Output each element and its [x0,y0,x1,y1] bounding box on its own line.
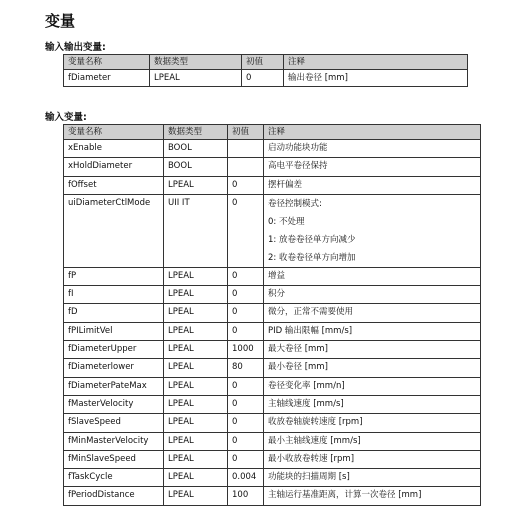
table-row [64,304,481,322]
cell-init: 0 [228,194,264,267]
cell-comment: 主轴运行基准距离，计算一次卷径 [mm] [264,487,481,505]
comment-line: 2: 收卷卷径单方向增加 [268,252,356,263]
cell-type: LPEAL [164,286,228,304]
cell-name: fDiameterUpper [64,341,164,359]
cell-init: 0 [228,432,264,450]
cell-init: 0 [228,377,264,395]
cell-name: fOffset [64,176,164,194]
cell-type: LPEAL [150,70,242,87]
table-row [64,176,481,194]
cell-comment: PID 输出限幅 [mm/s] [264,322,481,340]
table-row [64,414,481,432]
cell-init [228,140,264,158]
cell-init: 0.004 [228,469,264,487]
cell-name: fDiameterPateMax [64,377,164,395]
cell-name: fMinSlaveSpeed [64,450,164,468]
header-comment: 注释 [284,55,468,70]
cell-name: fPILimitVel [64,322,164,340]
cell-comment: 高电平卷径保持 [264,158,481,176]
cell-init: 0 [228,414,264,432]
cell-comment: 主轴线速度 [mm/s] [264,395,481,413]
table-row [64,194,481,267]
cell-init: 0 [228,176,264,194]
cell-name: fI [64,286,164,304]
table-row [64,158,481,176]
cell-init: 1000 [228,341,264,359]
page-title: 变量 [45,12,76,30]
cell-name: fMasterVelocity [64,395,164,413]
cell-comment: 积分 [264,286,481,304]
header-init: 初值 [228,125,264,140]
cell-comment: 最小收放卷转速 [rpm] [264,450,481,468]
cell-type: LPEAL [164,395,228,413]
cell-comment: 摆杆偏差 [264,176,481,194]
cell-init: 80 [228,359,264,377]
cell-name: xHoldDiameter [64,158,164,176]
cell-init: 0 [228,322,264,340]
comment-line: 0: 不处理 [268,216,305,227]
cell-init: 0 [228,267,264,285]
cell-comment: 最小卷径 [mm] [264,359,481,377]
header-type: 数据类型 [150,55,242,70]
cell-name: fDiameterlower [64,359,164,377]
input-section-label: 输入变量: [45,112,87,123]
table-row [64,267,481,285]
table-row [64,322,481,340]
cell-name: fMinMasterVelocity [64,432,164,450]
table-row [64,341,481,359]
cell-name: fDiameter [64,70,150,87]
table-row [64,286,481,304]
table-row [64,140,481,158]
io-section-label: 输入输出变量: [45,42,106,53]
cell-name: fP [64,267,164,285]
cell-init [228,158,264,176]
cell-init: 0 [228,450,264,468]
io-variables-table [63,54,468,87]
cell-comment: 功能块的扫描周期 [s] [264,469,481,487]
cell-comment: 卷径变化率 [mm/n] [264,377,481,395]
header-init: 初值 [242,55,284,70]
cell-name: fTaskCycle [64,469,164,487]
cell-type: LPEAL [164,176,228,194]
table-row [64,377,481,395]
cell-type: UII IT [164,194,228,267]
cell-init: 100 [228,487,264,505]
cell-type: BOOL [164,140,228,158]
cell-init: 0 [242,70,284,87]
cell-type: LPEAL [164,487,228,505]
cell-name: fPeriodDistance [64,487,164,505]
table-row [64,432,481,450]
comment-line: 卷径控制模式: [268,198,322,209]
cell-comment: 输出卷径 [mm] [284,70,468,87]
header-type: 数据类型 [164,125,228,140]
cell-init: 0 [228,304,264,322]
table-row [64,487,481,505]
header-comment: 注释 [264,125,481,140]
cell-name: uiDiameterCtlMode [64,194,164,267]
cell-type: LPEAL [164,414,228,432]
table-header-row [64,125,481,140]
cell-type: LPEAL [164,432,228,450]
cell-comment: 微分，正常不需要使用 [264,304,481,322]
cell-type: LPEAL [164,304,228,322]
cell-comment: 最小主轴线速度 [mm/s] [264,432,481,450]
cell-type: BOOL [164,158,228,176]
cell-comment: 最大卷径 [mm] [264,341,481,359]
cell-init: 0 [228,286,264,304]
cell-init: 0 [228,395,264,413]
cell-comment [264,194,481,267]
cell-comment: 启动功能块功能 [264,140,481,158]
cell-type: LPEAL [164,450,228,468]
header-name: 变量名称 [64,55,150,70]
cell-type: LPEAL [164,377,228,395]
cell-type: LPEAL [164,341,228,359]
table-row [64,450,481,468]
input-variables-table [63,124,481,506]
table-header-row [64,55,468,70]
comment-line: 1: 放卷卷径单方向减少 [268,234,356,245]
table-row [64,359,481,377]
cell-name: fD [64,304,164,322]
cell-comment: 收放卷轴旋转速度 [rpm] [264,414,481,432]
cell-type: LPEAL [164,322,228,340]
cell-type: LPEAL [164,359,228,377]
table-row [64,395,481,413]
cell-name: xEnable [64,140,164,158]
cell-type: LPEAL [164,267,228,285]
cell-comment: 增益 [264,267,481,285]
header-name: 变量名称 [64,125,164,140]
cell-type: LPEAL [164,469,228,487]
table-row [64,70,468,87]
cell-name: fSlaveSpeed [64,414,164,432]
table-row [64,469,481,487]
